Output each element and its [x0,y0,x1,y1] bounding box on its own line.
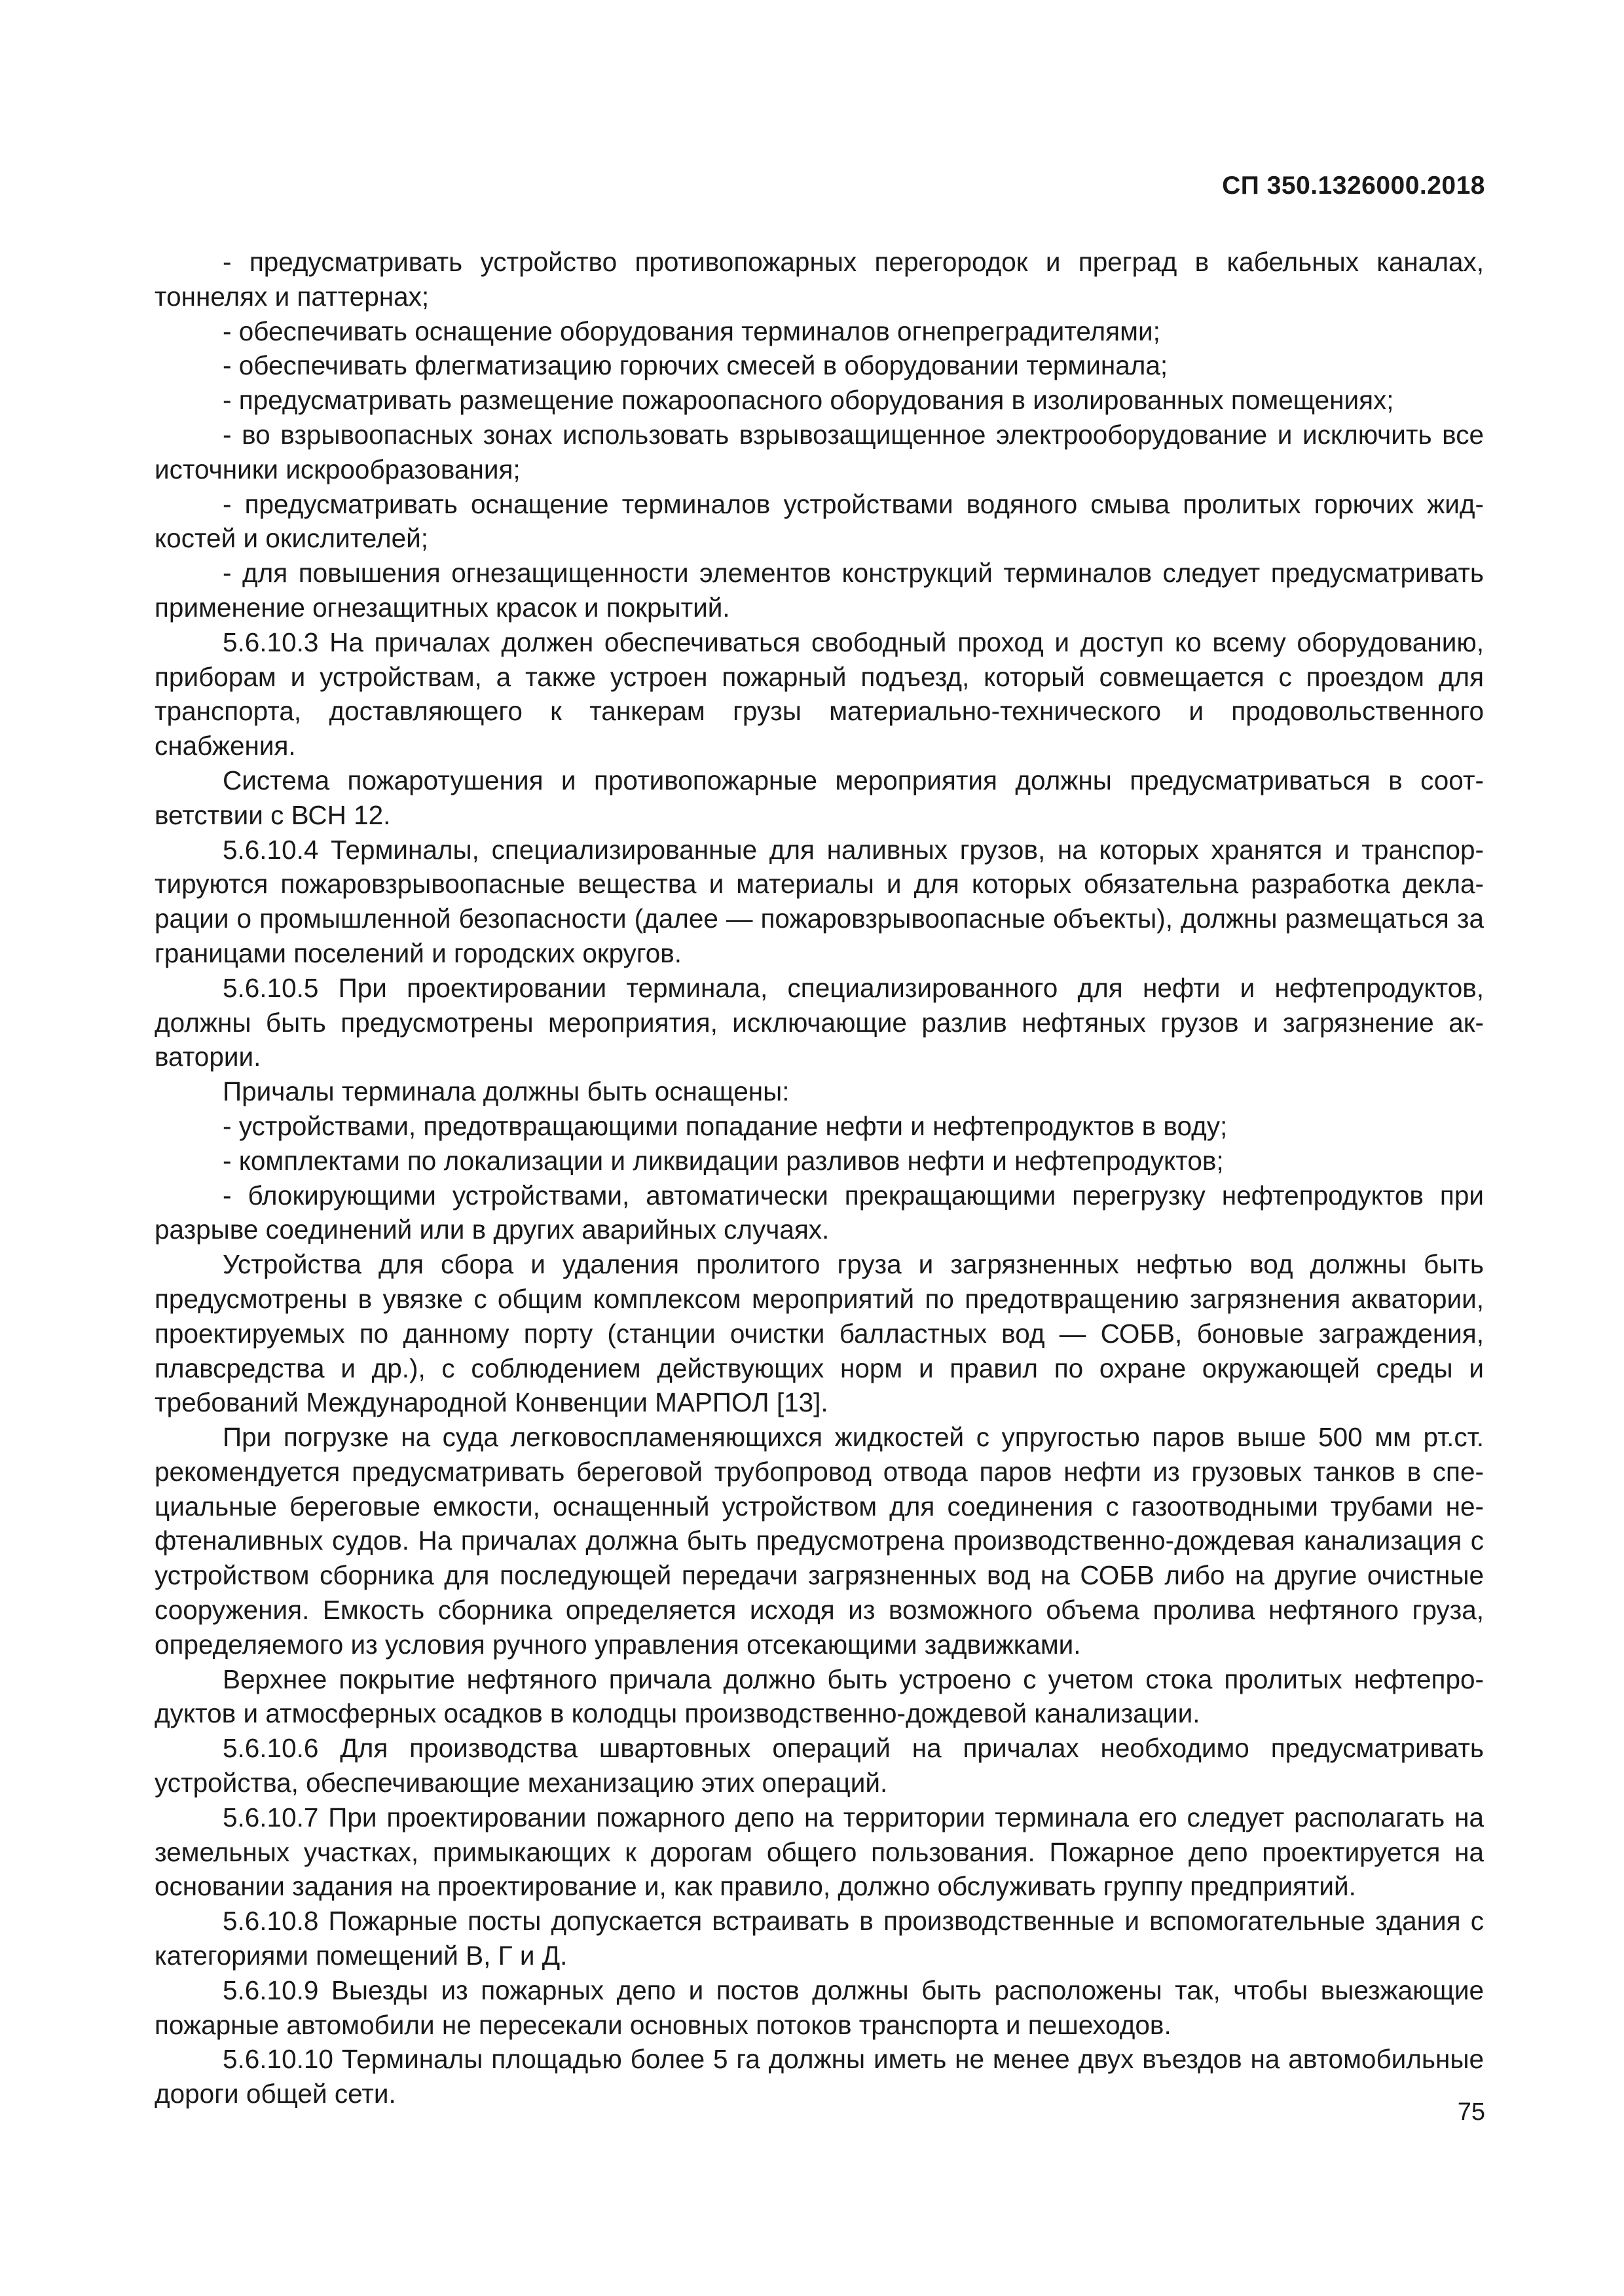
paragraph-5-6-10-9: 5.6.10.9 Выезды из пожарных депо и постов должны быть расположены так, чтобы выезжающие пожарные автомобили не пересекали основных потоков транспорта и пешеходов. [155,1975,1484,2040]
paragraph-list-devices: - устройствами, предотвращающими попадание нефти и нефтепродуктов в воду; [223,1110,1228,1141]
paragraph-5-6-10-3: 5.6.10.3 На причалах должен обеспечиваться свободный проход и доступ ко всему оборудованию, приборам и устройствам, а также устроен пожарный подъезд, который совмещается с проездом для транспорта, доставляющего к танкерам грузы материально-технического и продовольственного снабжения. [155,627,1484,761]
paragraph-4: - предусматривать размещение пожароопасного оборудования в изолированных помещениях; [223,385,1394,416]
paragraph-berths-equipped: Причалы терминала должны быть оснащены: [223,1076,790,1107]
paragraph-list-kits: - комплектами по локализации и ликвидации разливов нефти и нефтепродуктов; [223,1145,1224,1176]
paragraph-3: - обеспечивать флегматизацию горючих смесей в оборудовании терминала; [223,350,1168,381]
paragraph-1: - предусматривать устройство противопожарных перегородок и преград в кабельных каналах, тоннелях и паттернах; [155,247,1484,312]
paragraph-berth-surface: Верхнее покрытие нефтяного причала должно быть устроено с учетом стока пролитых нефтепродуктов и атмосферных осадков в колодцы производственно-дождевой канализации. [155,1664,1484,1729]
document-code-header: СП 350.1326000.2018 [1222,172,1485,200]
paragraph-5-6-10-6: 5.6.10.6 Для производства швартовных операций на причалах необходимо предусматривать устройства, обеспечивающие механизацию этих операций. [155,1733,1484,1798]
paragraph-5: - во взрывоопасных зонах использовать взрывозащищенное электрооборудование и исключить все источники искрообразования; [155,419,1484,484]
paragraph-5-6-10-7: 5.6.10.7 При проектировании пожарного депо на территории терминала его следует располагать на земельных участках, примыкающих к дорогам общего пользования. Пожарное депо проектируется на основании задания на проектирование и, как правило, должно обслуживать группу предприятий. [155,1802,1484,1902]
paragraph-2: - обеспечивать оснащение оборудования терминалов огнепреградителями; [223,316,1160,346]
paragraph-6: - предусматривать оснащение терминалов устройствами водяного смыва пролитых горючих жидкостей и окислителей; [155,488,1484,554]
paragraph-list-blocking: - блокирующими устройствами, автоматически прекращающими перегрузку нефтепродуктов при разрыве соединений или в других аварийных случаях. [155,1180,1484,1245]
paragraph-fire-system: Система пожаротушения и противопожарные мероприятия должны предусматриваться в соответствии с ВСН 12. [155,765,1484,830]
paragraph-5-6-10-4: 5.6.10.4 Терминалы, специализированные для наливных грузов, на которых хранятся и транспортируются пожаровзрывоопасные вещества и материалы и для которых обязательна разработка декларации о промышленной безопасности (далее — пожаровзрывоопасные объекты), должны размещаться за границами поселений и городских округов. [155,834,1484,968]
page-number: 75 [1457,2098,1485,2126]
paragraph-5-6-10-8: 5.6.10.8 Пожарные посты допускается встраивать в производственные и вспомогательные здания с категориями помещений В, Г и Д. [155,1906,1484,1971]
paragraph-collection-devices: Устройства для сбора и удаления пролитого груза и загрязненных нефтью вод должны быть предусмотрены в увязке с общим комплексом мероприятий по предотвращению загрязнения акватории, проектируемых по данному порту (станции очистки балластных вод — СОБВ, боновые заграждения, плавсредства и др.), с соблюдением действующих норм и правил по охране окружающей среды и требований Международной Конвенции МАРПОЛ [13]. [155,1249,1484,1418]
document-body [155,245,1484,2111]
paragraph-5-6-10-5: 5.6.10.5 При проектировании терминала, специализированного для нефти и нефтепродуктов, должны быть предусмотрены мероприятия, исключающие разлив нефтяных грузов и загрязнение акватории. [155,972,1484,1072]
paragraph-7: - для повышения огнезащищенности элементов конструкций терминалов следует предусматривать применение огнезащитных красок и покрытий. [155,558,1484,623]
paragraph-5-6-10-10: 5.6.10.10 Терминалы площадью более 5 га должны иметь не менее двух въездов на автомобильные дороги общей сети. [155,2044,1484,2109]
paragraph-loading-liquids: При погрузке на суда легковоспламеняющихся жидкостей с упругостью паров выше 500 мм рт.ст. рекомендуется предусматривать береговой трубопровод отвода паров нефти из грузовых танков в специальные береговые емкости, оснащенный устройством для соединения с газоотводными трубами нефтеналивных судов. На причалах должна быть предусмотрена производственно-дождевая канализация с устройством сборника для последующей передачи загрязненных вод на СОБВ либо на другие очистные сооружения. Емкость сборника определяется исходя из возможного объема пролива нефтяного груза, определяемого из условия ручного управления отсекающими задвижками. [155,1422,1484,1660]
